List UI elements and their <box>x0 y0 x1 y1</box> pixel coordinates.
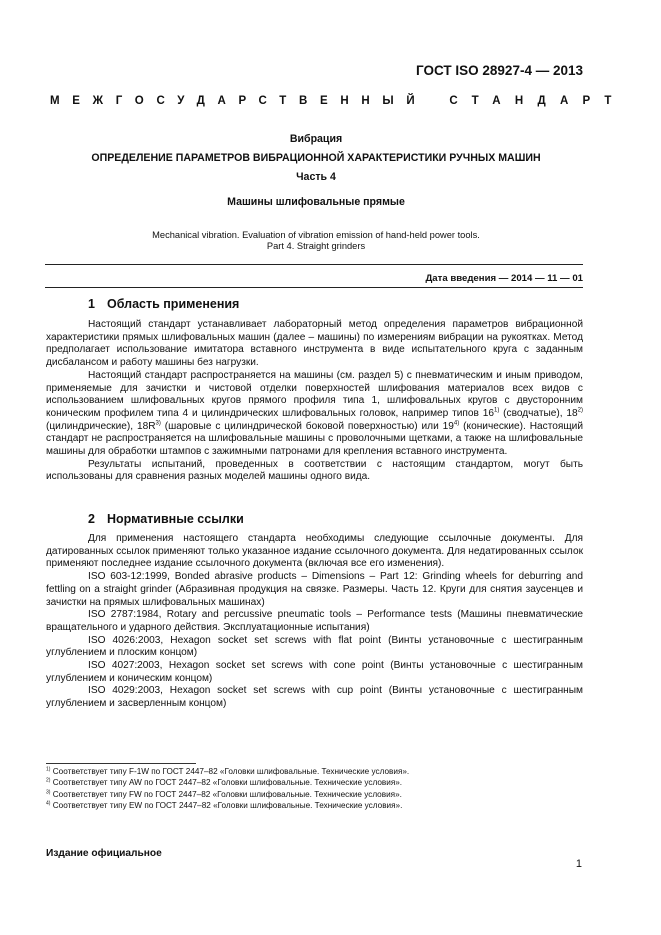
introduction-date: Дата введения — 2014 — 11 — 01 <box>425 273 583 284</box>
section2-number: 2 <box>88 512 95 526</box>
section1-paragraph: Результаты испытаний, проведенных в соответствии с настоящим стандартом, могут быть использованы для сравнения разных моделей машины одного вида. <box>46 458 583 483</box>
english-title-line2: Part 4. Straight grinders <box>266 241 366 251</box>
english-title-line1: Mechanical vibration. Evaluation of vibration emission of hand-held power tools. <box>152 230 480 240</box>
title-subject: Вибрация <box>289 133 343 145</box>
section1-paragraph: Настоящий стандарт распространяется на машины (см. раздел 5) с пневматическим и иным приводом, применяемые для зачистки и чистовой отделки поверхностей шлифования материалов всех видов с использованием шлифовальных кругов прямого профиля типа 1, шлифовальных кругов с двусторонним коническим профилем типа 4 и цилиндрических шлифовальных головок, например типов 16$^{1)}$ (сводчатые), 18$^{2)}$ (цилиндрические), $18R^{3)}$ (шаровые с цилиндрической боковой поверхностью) или 19$^{4)}$ (конические). Настоящий стандарт не распространяется на шлифовальные машины с проволочными щетками, а также на шлифовальные машины для обработки штампов с зажимными патронами для крепления вставного инструмента. <box>46 369 583 458</box>
title-divider <box>45 264 583 265</box>
normative-reference: ISO 4027:2003, Hexagon socket set screws with cone point (Винты установочные с шестигранным углублением и коническим концом) <box>46 660 583 684</box>
footnote-ref: 1) <box>493 407 500 414</box>
interstate-standard-heading <box>50 95 626 107</box>
footnote: $^{2)}$ Соответствует типу AW по ГОСТ 2447–82 «Головки шлифовальные. Технические условия». <box>46 777 403 788</box>
normative-reference: ISO 4029:2003, Hexagon socket set screws with cup point (Винты установочные с шестигранным углублением и засверленным концом) <box>46 685 583 710</box>
normative-reference: ISO 4026:2003, Hexagon socket set screws with flat point (Винты установочные с шестигранным углублением и плоским концом) <box>46 634 583 659</box>
section1-heading <box>88 297 239 311</box>
footnote-ref: 2) <box>577 407 583 414</box>
footnote: $^{4)}$ Соответствует типу EW по ГОСТ 2447–82 «Головки шлифовальные. Технические условия». <box>46 800 403 811</box>
title-subtitle: Машины шлифовальные прямые <box>227 196 405 208</box>
normative-reference: ISO 603-12:1999, Bonded abrasive products – Dimensions – Part 12: Grinding wheels for deburring and fettling on a straight grinder (Абразивная продукция на связке. Размеры. Часть 12. Круги для снятия заусенцев и зачистки на прямых шлифовальных машинах) <box>46 571 583 608</box>
footnote: $^{3)}$ Соответствует типу FW по ГОСТ 2447–82 «Головки шлифовальные. Технические условия». <box>46 789 402 799</box>
page-number: 1 <box>575 858 582 870</box>
official-edition-label: Издание официальное <box>46 848 162 859</box>
section1-body <box>46 319 583 484</box>
standard-word: СТАНДАРТ <box>449 95 626 107</box>
footnotes <box>46 766 583 812</box>
section2-body <box>46 533 583 711</box>
section1-title: Область применения <box>107 297 240 311</box>
section1-number: 1 <box>88 297 95 311</box>
section1-paragraph: Настоящий стандарт устанавливает лабораторный метод определения параметров вибрационной характеристики прямых шлифовальных машин (далее – машины) по измерениям вибрации на рукоятках. Метод предполагает использование имитатора вставного инструмента в виде испытательного круга с заданным дисбалансом и работу машины без нагрузки. <box>46 319 583 369</box>
title-part: Часть 4 <box>296 171 336 183</box>
section2-title: Нормативные ссылки <box>107 512 244 526</box>
footnote-divider <box>46 763 196 764</box>
normative-reference: ISO 2787:1984, Rotary and percussive pneumatic tools – Performance tests (Машины пневматические вращательного и ударного действия. Эксплуатационные испытания) <box>46 609 583 633</box>
section2-paragraph: Для применения настоящего стандарта необходимы следующие ссылочные документы. Для датированных ссылок применяют только указанное издание ссылочного документа. Для недатированных ссылок применяют последнее издание ссылочного документа (включая все его изменения). <box>46 533 583 570</box>
footnote-ref: 4) <box>453 420 460 427</box>
interstate-word: МЕЖГОСУДАРСТВЕННЫЙ <box>50 95 428 107</box>
date-divider <box>45 287 583 288</box>
footnote: $^{1)}$ Соответствует типу F-1W по ГОСТ 2447–82 «Головки шлифовальные. Технические условия». <box>46 766 410 776</box>
standard-number: ГОСТ ISO 28927-4 — 2013 <box>416 63 583 78</box>
title-main: ОПРЕДЕЛЕНИЕ ПАРАМЕТРОВ ВИБРАЦИОННОЙ ХАРАКТЕРИСТИКИ РУЧНЫХ МАШИН <box>91 152 541 164</box>
section2-heading <box>88 512 244 526</box>
footnote-ref: 3) <box>155 420 161 427</box>
